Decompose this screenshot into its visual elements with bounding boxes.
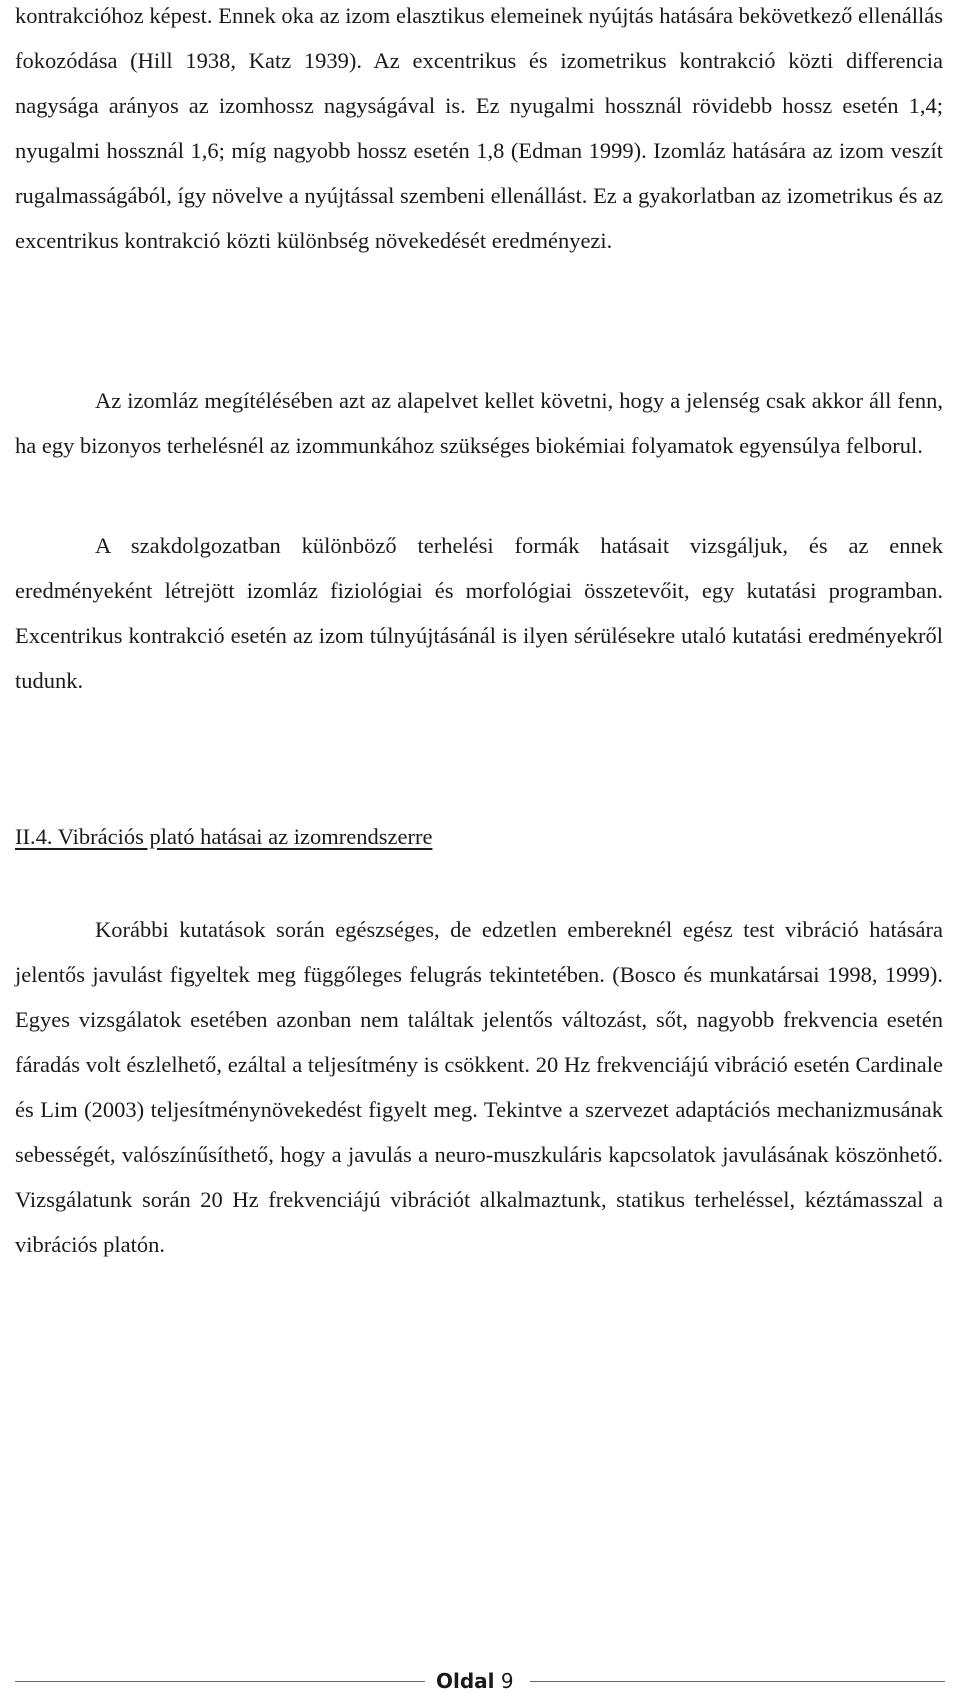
paragraph-izomlaz-megitelese: Az izomláz megítélésében azt az alapelvet kellet követni, hogy a jelenség csak akkor áll fenn, ha egy bizonyos terhelésnél az izommunkához szükséges biokémiai folyamatok egyensúlya felborul.	[15, 388, 943, 458]
footer-divider-left	[15, 1681, 425, 1682]
page-label-word: Oldal	[436, 1669, 495, 1693]
page-footer	[0, 1668, 960, 1694]
page-number: 9	[500, 1669, 514, 1693]
page-number-label	[436, 1668, 514, 1694]
section-heading: II.4. Vibrációs plató hatásai az izomrendszerre	[15, 824, 433, 849]
paragraph-szakdolgozat: A szakdolgozatban különböző terhelési formák hatásait vizsgáljuk, és az ennek eredményeként létrejött izomláz fiziológiai és morfológiai összetevőit, egy kutatási programban. Excentrikus kontrakció esetén az izom túlnyújtásánál is ilyen sérülésekre utaló kutatási eredményekről tudunk.	[15, 533, 943, 693]
footer-divider-right	[530, 1681, 945, 1682]
paragraph-continuation: kontrakcióhoz képest. Ennek oka az izom elasztikus elemeinek nyújtás hatására bekövetkező ellenállás fokozódása (Hill 1938, Katz 1939). Az excentrikus és izometrikus kontrakció közti differencia nagysága arányos az izomhossz nagyságával is. Ez nyugalmi hossznál rövidebb hossz esetén 1,4; nyugalmi hossznál 1,6; míg nagyobb hossz esetén 1,8 (Edman 1999). Izomláz hatására az izom veszít rugalmasságából, így növelve a nyújtással szembeni ellenállást. Ez a gyakorlatban az izometrikus és az excentrikus kontrakció közti különbség növekedését eredményezi.	[15, 3, 943, 253]
paragraph-vibracio: Korábbi kutatások során egészséges, de edzetlen embereknél egész test vibráció hatására jelentős javulást figyeltek meg függőleges felugrás tekintetében. (Bosco és munkatársai 1998, 1999). Egyes vizsgálatok esetében azonban nem találtak jelentős változást, sőt, nagyobb frekvencia esetén fáradás volt észlelhető, ezáltal a teljesítmény is csökkent. 20 Hz frekvenciájú vibráció esetén Cardinale és Lim (2003) teljesítménynövekedést figyelt meg. Tekintve a szervezet adaptációs mechanizmusának sebességét, valószínűsíthető, hogy a javulás a neuro-muszkuláris kapcsolatok javulásának köszönhető. Vizsgálatunk során 20 Hz frekvenciájú vibrációt alkalmaztunk, statikus terheléssel, kéztámasszal a vibrációs platón.	[15, 917, 943, 1257]
